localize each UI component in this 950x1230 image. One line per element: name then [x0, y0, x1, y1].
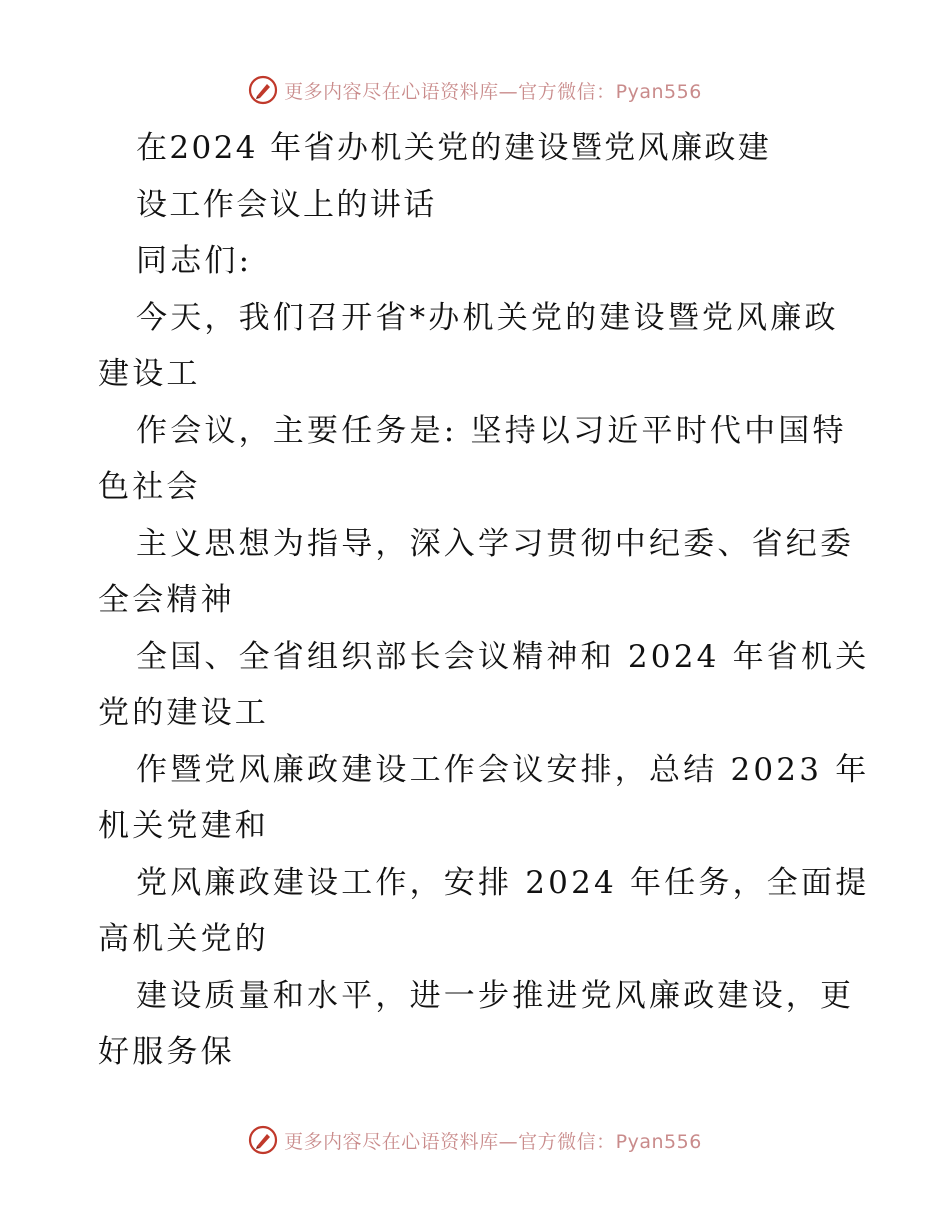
watermark-text: 更多内容尽在心语资料库—官方微信：Pyan556: [284, 80, 702, 103]
pen-logo-icon: [248, 75, 278, 105]
document-title-line: 设工作会议上的讲话: [136, 186, 437, 223]
paragraph-line: 高机关党的: [98, 921, 269, 957]
footer-watermark: [0, 1120, 950, 1160]
document-body: [98, 120, 870, 1081]
paragraph-line: 全国、全省组织部长会议精神和 2024 年省机关: [136, 638, 870, 675]
paragraph-line: 党风廉政建设工作，安排 2024 年任务，全面提: [136, 864, 870, 901]
document-title-line: 在2024 年省办机关党的建设暨党风廉政建: [136, 130, 772, 166]
paragraph-line: 今天，我们召开省*办机关党的建设暨党风廉政: [136, 299, 839, 336]
paragraph-line: 作暨党风廉政建设工作会议安排，总结 2023 年: [136, 751, 870, 788]
paragraph-line: 色社会: [98, 469, 201, 505]
paragraph-line: 建设工: [98, 356, 201, 392]
paragraph-line: 建设质量和水平，进一步推进党风廉政建设，更: [136, 977, 855, 1014]
header-watermark: [0, 70, 950, 110]
paragraph-line: 机关党建和: [98, 808, 269, 844]
paragraph-line: 作会议，主要任务是: 坚持以习近平时代中国特: [136, 412, 847, 449]
paragraph-line: 同志们:: [136, 243, 253, 279]
paragraph-line: 好服务保: [98, 1034, 235, 1070]
paragraph-line: 主义思想为指导，深入学习贯彻中纪委、省纪委: [136, 525, 855, 562]
pen-logo-icon: [248, 1125, 278, 1155]
paragraph-line: 全会精神: [98, 582, 235, 618]
watermark-text: 更多内容尽在心语资料库—官方微信：Pyan556: [284, 1130, 702, 1153]
paragraph-line: 党的建设工: [98, 695, 269, 731]
